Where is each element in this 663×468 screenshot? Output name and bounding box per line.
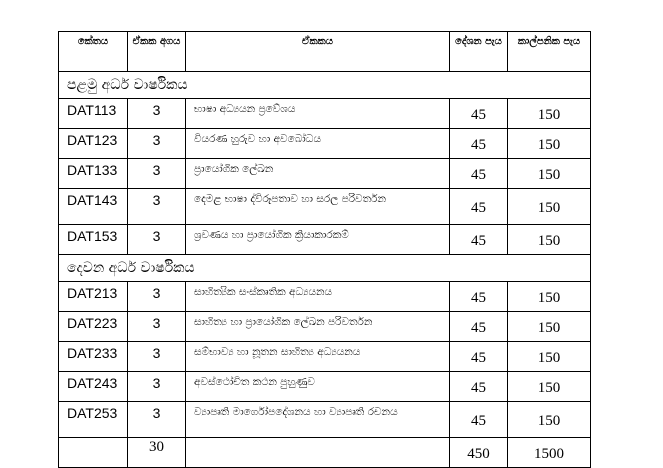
course-code: DAT213 (59, 282, 128, 312)
header-code: කේතය (59, 32, 128, 72)
totals-blank-code (59, 438, 128, 468)
course-unit: ශ්‍රවණය හා ප්‍රායෝගික ක්‍රියාකාරකම් (186, 225, 450, 255)
course-credits: 3 (128, 129, 186, 159)
course-credits: 3 (128, 189, 186, 225)
notional-hours: 150 (508, 159, 591, 189)
course-credits: 3 (128, 402, 186, 438)
header-unit: ඒකකය (186, 32, 450, 72)
table-row (59, 372, 591, 402)
lecture-hours: 45 (450, 159, 508, 189)
course-code: DAT253 (59, 402, 128, 438)
header-notional-hours: කාල්පනික පැය (508, 32, 591, 72)
lecture-hours: 45 (450, 372, 508, 402)
section-title: පළමු අර්ධ වාර්ෂිකය (59, 72, 591, 99)
course-unit: සාහිත්‍ය හා ප්‍රායෝගික ලේඛන පරිවර්තන (186, 312, 450, 342)
lecture-hours: 45 (450, 129, 508, 159)
course-unit: වියරණ හුරුව හා අවබෝධය (186, 129, 450, 159)
course-code: DAT113 (59, 99, 128, 129)
lecture-hours: 45 (450, 402, 508, 438)
table-row (59, 342, 591, 372)
table-row (59, 312, 591, 342)
course-unit: ව්‍යාපෘති මාර්ගෝපදේශනය හා ව්‍යාපෘති රචනය (186, 402, 450, 438)
course-unit: ප්‍රායෝගික ලේඛන (186, 159, 450, 189)
course-table (58, 31, 591, 468)
course-credits: 3 (128, 312, 186, 342)
section-row (59, 255, 591, 282)
total-lecture-hours: 450 (450, 438, 508, 468)
table-row (59, 282, 591, 312)
course-credits: 3 (128, 282, 186, 312)
course-code: DAT123 (59, 129, 128, 159)
course-unit: සම්භාව්‍ය හා නූතන සාහිත්‍ය අධ්‍යයනය (186, 342, 450, 372)
lecture-hours: 45 (450, 99, 508, 129)
course-code: DAT243 (59, 372, 128, 402)
lecture-hours: 45 (450, 342, 508, 372)
course-credits: 3 (128, 159, 186, 189)
total-credits: 30 (128, 438, 186, 468)
total-notional-hours: 1500 (508, 438, 591, 468)
table-row (59, 402, 591, 438)
header-row (59, 32, 591, 72)
notional-hours: 150 (508, 189, 591, 225)
course-code: DAT223 (59, 312, 128, 342)
table-row (59, 225, 591, 255)
header-lecture-hours: දේශන පැය (450, 32, 508, 72)
course-unit: දෙමළ භාෂා ද්විරූපතාව හා සරල පරිවර්තන (186, 189, 450, 225)
notional-hours: 150 (508, 342, 591, 372)
course-credits: 3 (128, 372, 186, 402)
table-row (59, 189, 591, 225)
lecture-hours: 45 (450, 282, 508, 312)
notional-hours: 150 (508, 282, 591, 312)
table-row (59, 129, 591, 159)
course-credits: 3 (128, 342, 186, 372)
notional-hours: 150 (508, 312, 591, 342)
section-row (59, 72, 591, 99)
lecture-hours: 45 (450, 189, 508, 225)
notional-hours: 150 (508, 99, 591, 129)
course-unit: අවස්ථෝචිත කථන පුහුණුව (186, 372, 450, 402)
course-unit: සාහිත්‍යික සංස්කෘතික අධ්‍යයනය (186, 282, 450, 312)
lecture-hours: 45 (450, 225, 508, 255)
course-code: DAT143 (59, 189, 128, 225)
section-title: දෙවන අර්ධ වාර්ෂිකය (59, 255, 591, 282)
header-credits: ඒකක අගය (128, 32, 186, 72)
course-code: DAT133 (59, 159, 128, 189)
lecture-hours: 45 (450, 312, 508, 342)
notional-hours: 150 (508, 225, 591, 255)
notional-hours: 150 (508, 372, 591, 402)
course-code: DAT153 (59, 225, 128, 255)
table-row (59, 99, 591, 129)
table-row (59, 159, 591, 189)
notional-hours: 150 (508, 402, 591, 438)
notional-hours: 150 (508, 129, 591, 159)
course-unit: භාෂා අධ්‍යයන ප්‍රවේශය (186, 99, 450, 129)
totals-blank-unit (186, 438, 450, 468)
course-credits: 3 (128, 99, 186, 129)
course-credits: 3 (128, 225, 186, 255)
totals-row (59, 438, 591, 468)
course-code: DAT233 (59, 342, 128, 372)
